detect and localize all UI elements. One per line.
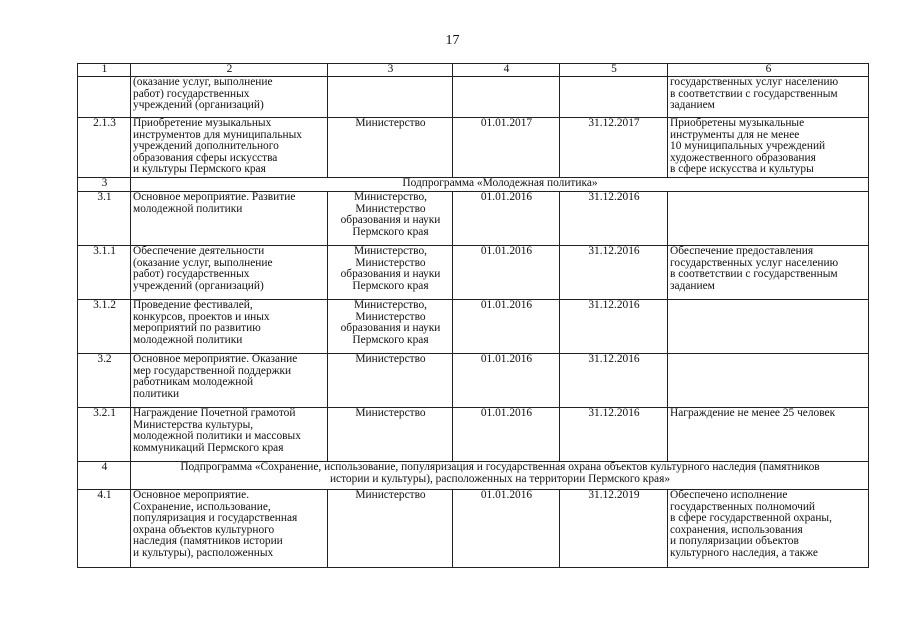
executor-cell-text: Министерство, Министерство образования и науки Пермского края — [340, 191, 441, 238]
header-row — [78, 64, 869, 77]
end-date-cell — [560, 192, 668, 246]
result-cell — [668, 246, 869, 300]
table-row — [78, 300, 869, 354]
start-date-cell — [453, 192, 560, 246]
end-date-cell — [560, 118, 668, 178]
executor-cell-text: Министерство — [355, 117, 426, 129]
executor-cell — [328, 354, 453, 408]
table-row — [78, 192, 869, 246]
start-date-cell — [453, 118, 560, 178]
executor-cell-text: Министерство, Министерство образования и науки Пермского края — [340, 245, 441, 292]
subprogram-row — [78, 462, 869, 490]
start-date-cell-text: 01.01.2016 — [480, 191, 533, 203]
header-cell: 6 — [668, 64, 869, 77]
result-cell-text: Награждение не менее 25 человек — [670, 407, 836, 419]
activity-name-cell-text: Проведение фестивалей, конкурсов, проектов и иных мероприятий по развитию молодежной политики — [133, 299, 270, 346]
start-date-cell-text: 01.01.2016 — [480, 245, 533, 257]
result-cell — [668, 408, 869, 462]
executor-cell — [328, 192, 453, 246]
header-cell: 4 — [453, 64, 560, 77]
subprogram-title-cell-text: Подпрограмма «Молодежная политика» — [402, 177, 598, 189]
item-number-cell — [78, 178, 131, 192]
result-cell-text: Обеспечение предоставления государственных услуг населению в соответствии с государственным заданием — [670, 245, 839, 292]
activity-name-cell — [131, 192, 328, 246]
item-number-cell — [78, 408, 131, 462]
program-table — [77, 63, 869, 568]
activity-name-cell — [131, 246, 328, 300]
result-cell — [668, 490, 869, 568]
item-number-cell — [78, 300, 131, 354]
start-date-cell — [453, 354, 560, 408]
end-date-cell — [560, 408, 668, 462]
activity-name-cell — [131, 490, 328, 568]
item-number-cell-text: 3.1 — [97, 191, 112, 203]
table-row — [78, 490, 869, 568]
table-row — [78, 77, 869, 118]
executor-cell — [328, 246, 453, 300]
activity-name-cell-text: Награждение Почетной грамотой Министерства культуры, молодежной политики и массовых коммуникаций Пермского края — [133, 407, 301, 454]
result-cell-text: Приобретены музыкальные инструменты для не менее 10 муниципальных учреждений художественного образования в сфере искусства и культуры — [670, 117, 826, 176]
result-cell — [668, 300, 869, 354]
end-date-cell — [560, 77, 668, 118]
end-date-cell-text: 31.12.2016 — [588, 407, 640, 419]
item-number-cell — [78, 246, 131, 300]
header-cell: 3 — [328, 64, 453, 77]
end-date-cell — [560, 490, 668, 568]
item-number-cell — [78, 118, 131, 178]
result-cell — [668, 118, 869, 178]
end-date-cell — [560, 246, 668, 300]
activity-name-cell — [131, 354, 328, 408]
table-row — [78, 354, 869, 408]
activity-name-cell — [131, 408, 328, 462]
end-date-cell-text: 31.12.2019 — [588, 489, 640, 501]
end-date-cell-text: 31.12.2016 — [588, 353, 640, 365]
item-number-cell-text: 2.1.3 — [93, 117, 116, 129]
executor-cell — [328, 77, 453, 118]
item-number-cell-text: 4.1 — [97, 489, 112, 501]
executor-cell-text: Министерство — [355, 407, 426, 419]
activity-name-cell-text: Основное мероприятие. Оказание мер государственной поддержки работникам молодежной политики — [133, 353, 298, 400]
activity-name-cell-text: Основное мероприятие. Сохранение, использование, популяризация и государственная охрана объектов культурного наследия (памятников истории и культуры), расположенных — [133, 489, 298, 559]
result-cell-text: государственных услуг населению в соответствии с государственным заданием — [670, 76, 839, 112]
item-number-cell — [78, 77, 131, 118]
executor-cell — [328, 300, 453, 354]
item-number-cell-text: 3.2.1 — [93, 407, 116, 419]
item-number-cell-text: 3.1.1 — [93, 245, 116, 257]
table-row — [78, 118, 869, 178]
activity-name-cell — [131, 118, 328, 178]
executor-cell-text: Министерство — [355, 489, 426, 501]
executor-cell-text: Министерство, Министерство образования и науки Пермского края — [340, 299, 441, 346]
table-row — [78, 246, 869, 300]
subprogram-title-cell — [131, 178, 869, 192]
end-date-cell-text: 31.12.2016 — [588, 191, 640, 203]
header-cell: 2 — [131, 64, 328, 77]
activity-name-cell — [131, 77, 328, 118]
item-number-cell — [78, 192, 131, 246]
item-number-cell — [78, 462, 131, 490]
executor-cell — [328, 118, 453, 178]
activity-name-cell — [131, 300, 328, 354]
executor-cell-text: Министерство — [355, 353, 426, 365]
page-number: 17 — [445, 33, 460, 48]
item-number-cell-text: 3.2 — [97, 353, 112, 365]
item-number-cell-text: 3.1.2 — [93, 299, 116, 311]
start-date-cell-text: 01.01.2016 — [480, 407, 533, 419]
start-date-cell-text: 01.01.2016 — [480, 299, 533, 311]
start-date-cell-text: 01.01.2016 — [480, 353, 533, 365]
item-number-cell — [78, 490, 131, 568]
start-date-cell — [453, 77, 560, 118]
end-date-cell — [560, 300, 668, 354]
end-date-cell — [560, 354, 668, 408]
activity-name-cell-text: (оказание услуг, выполнение работ) государственных учреждений (организаций) — [133, 76, 273, 112]
item-number-cell-text: 3 — [101, 177, 108, 189]
result-cell — [668, 192, 869, 246]
start-date-cell-text: 01.01.2017 — [480, 117, 533, 129]
start-date-cell — [453, 408, 560, 462]
item-number-cell — [78, 354, 131, 408]
start-date-cell — [453, 300, 560, 354]
subprogram-title-cell — [131, 462, 869, 490]
executor-cell — [328, 490, 453, 568]
result-cell-text: Обеспечено исполнение государственных полномочий в сфере государственной охраны, сохранения, использования и популяризации объектов культурного наследия, а также — [670, 489, 832, 559]
start-date-cell — [453, 246, 560, 300]
result-cell — [668, 354, 869, 408]
activity-name-cell-text: Обеспечение деятельности (оказание услуг, выполнение работ) государственных учреждений (организаций) — [133, 245, 273, 292]
subprogram-title-cell-text: Подпрограмма «Сохранение, использование, популяризация и государственная охрана объектов культурного наследия (памятников истории и культуры), расположенных на территории Пермского края» — [180, 461, 820, 485]
header-cell: 1 — [78, 64, 131, 77]
table-row — [78, 408, 869, 462]
end-date-cell-text: 31.12.2016 — [588, 299, 640, 311]
activity-name-cell-text: Приобретение музыкальных инструментов для муниципальных учреждений дополнительного образования сферы искусства и культуры Пермского края — [133, 117, 302, 176]
end-date-cell-text: 31.12.2016 — [588, 245, 640, 257]
result-cell — [668, 77, 869, 118]
start-date-cell-text: 01.01.2016 — [480, 489, 533, 501]
header-cell: 5 — [560, 64, 668, 77]
end-date-cell-text: 31.12.2017 — [588, 117, 640, 129]
executor-cell — [328, 408, 453, 462]
item-number-cell-text: 4 — [101, 461, 108, 473]
subprogram-row — [78, 178, 869, 192]
start-date-cell — [453, 490, 560, 568]
activity-name-cell-text: Основное мероприятие. Развитие молодежной политики — [133, 191, 296, 215]
